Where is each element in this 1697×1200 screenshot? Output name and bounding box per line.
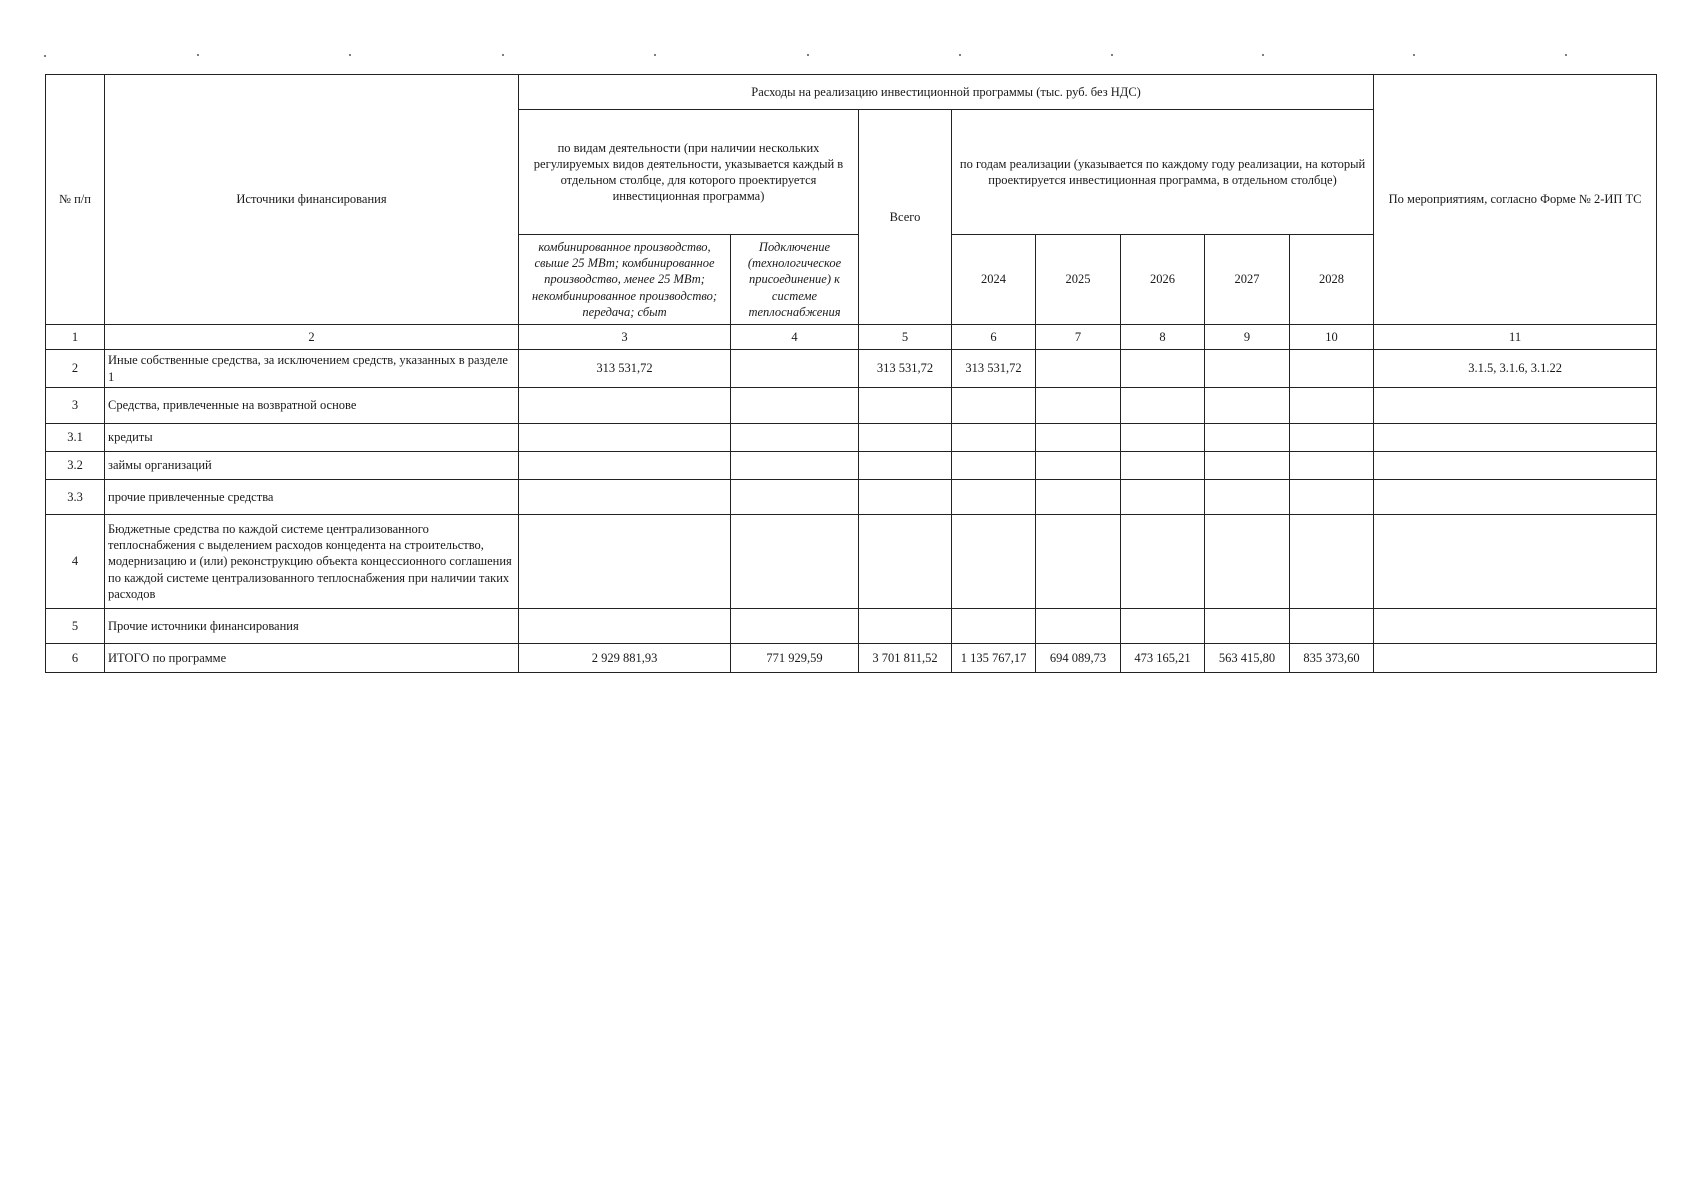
row-num: 3.2 [46, 452, 105, 480]
row-total [859, 424, 952, 452]
row-source: Бюджетные средства по каждой системе централизованного теплоснабжения с выделением расходов концедента на строительство, модернизацию и (или) реконструкцию объекта концессионного соглашения по каждой системе централизованного теплоснабжения при наличии таких расходов [105, 515, 519, 609]
row-activity-combined: 313 531,72 [519, 350, 731, 388]
row-measures [1374, 515, 1657, 609]
scan-dot [1111, 54, 1113, 56]
row-y2024 [952, 388, 1036, 424]
row-total: 3 701 811,52 [859, 644, 952, 673]
column-number: 4 [731, 325, 859, 350]
row-activity-combined [519, 424, 731, 452]
row-activity-connection [731, 424, 859, 452]
row-num: 3.1 [46, 424, 105, 452]
header-num: № п/п [46, 75, 105, 325]
column-number: 2 [105, 325, 519, 350]
scan-dot [807, 54, 809, 56]
scan-dot [959, 54, 961, 56]
row-y2028 [1290, 515, 1374, 609]
row-source: прочие привлеченные средства [105, 480, 519, 515]
column-number: 6 [952, 325, 1036, 350]
row-measures [1374, 609, 1657, 644]
header-total: Всего [859, 110, 952, 325]
header-year-2024: 2024 [952, 235, 1036, 325]
row-y2026 [1121, 452, 1205, 480]
column-number: 11 [1374, 325, 1657, 350]
row-y2027 [1205, 388, 1290, 424]
row-total: 313 531,72 [859, 350, 952, 388]
row-activity-connection [731, 515, 859, 609]
scan-dot [349, 54, 351, 56]
table-row [46, 515, 1657, 609]
column-number: 9 [1205, 325, 1290, 350]
row-y2024 [952, 424, 1036, 452]
header-activity-combined: комбинированное производство, свыше 25 МВт; комбинированное производство, менее 25 МВт; некомбинированное производство; передача; сбыт [519, 235, 731, 325]
header-by-years: по годам реализации (указывается по каждому году реализации, на который проектируется инвестиционная программа, в отдельном столбце) [952, 110, 1374, 235]
row-y2027 [1205, 609, 1290, 644]
financing-sources-table [45, 74, 1657, 673]
row-y2025 [1036, 424, 1121, 452]
header-year-2027: 2027 [1205, 235, 1290, 325]
row-y2026 [1121, 480, 1205, 515]
row-activity-connection [731, 350, 859, 388]
header-sources: Источники финансирования [105, 75, 519, 325]
column-number: 1 [46, 325, 105, 350]
row-measures [1374, 388, 1657, 424]
row-y2028 [1290, 388, 1374, 424]
header-year-2026: 2026 [1121, 235, 1205, 325]
column-numbers-row [46, 325, 1657, 350]
row-y2026: 473 165,21 [1121, 644, 1205, 673]
row-source: Средства, привлеченные на возвратной основе [105, 388, 519, 424]
header-activity-connection: Подключение (технологическое присоединение) к системе теплоснабжения [731, 235, 859, 325]
row-num: 6 [46, 644, 105, 673]
row-y2025 [1036, 609, 1121, 644]
row-source: кредиты [105, 424, 519, 452]
row-source: Прочие источники финансирования [105, 609, 519, 644]
row-y2028: 835 373,60 [1290, 644, 1374, 673]
row-activity-connection [731, 388, 859, 424]
row-y2028 [1290, 480, 1374, 515]
table-row [46, 350, 1657, 388]
row-y2028 [1290, 452, 1374, 480]
row-y2024 [952, 609, 1036, 644]
table-row [46, 388, 1657, 424]
row-activity-combined [519, 609, 731, 644]
row-y2024 [952, 515, 1036, 609]
row-activity-connection [731, 480, 859, 515]
table-row [46, 609, 1657, 644]
row-measures: 3.1.5, 3.1.6, 3.1.22 [1374, 350, 1657, 388]
scan-dot [654, 54, 656, 56]
row-y2025 [1036, 388, 1121, 424]
row-measures [1374, 644, 1657, 673]
row-activity-combined [519, 480, 731, 515]
scan-dot [197, 54, 199, 56]
row-y2027: 563 415,80 [1205, 644, 1290, 673]
row-num: 2 [46, 350, 105, 388]
row-y2028 [1290, 424, 1374, 452]
row-y2025 [1036, 452, 1121, 480]
row-y2024 [952, 480, 1036, 515]
row-activity-connection [731, 452, 859, 480]
row-y2027 [1205, 452, 1290, 480]
row-activity-connection: 771 929,59 [731, 644, 859, 673]
row-total [859, 480, 952, 515]
column-number: 8 [1121, 325, 1205, 350]
row-y2027 [1205, 480, 1290, 515]
row-y2026 [1121, 515, 1205, 609]
row-y2027 [1205, 515, 1290, 609]
row-num: 3.3 [46, 480, 105, 515]
row-source: займы организаций [105, 452, 519, 480]
row-activity-connection [731, 609, 859, 644]
row-y2028 [1290, 350, 1374, 388]
scan-dot [502, 54, 504, 56]
table-row [46, 480, 1657, 515]
row-y2025 [1036, 350, 1121, 388]
column-number: 5 [859, 325, 952, 350]
row-total [859, 452, 952, 480]
row-measures [1374, 480, 1657, 515]
table-row [46, 424, 1657, 452]
row-activity-combined [519, 452, 731, 480]
row-y2025 [1036, 480, 1121, 515]
header-by-activity: по видам деятельности (при наличии нескольких регулируемых видов деятельности, указывается каждый в отдельном столбце, для которого проектируется инвестиционная программа) [519, 110, 859, 235]
row-activity-combined [519, 515, 731, 609]
row-y2026 [1121, 424, 1205, 452]
column-number: 3 [519, 325, 731, 350]
row-source: ИТОГО по программе [105, 644, 519, 673]
header-year-2025: 2025 [1036, 235, 1121, 325]
row-activity-combined [519, 388, 731, 424]
row-y2024 [952, 452, 1036, 480]
row-y2027 [1205, 350, 1290, 388]
row-y2027 [1205, 424, 1290, 452]
row-total [859, 609, 952, 644]
header-year-2028: 2028 [1290, 235, 1374, 325]
row-measures [1374, 424, 1657, 452]
header-by-measures: По мероприятиям, согласно Форме № 2-ИП ТС [1374, 75, 1657, 325]
row-y2024: 313 531,72 [952, 350, 1036, 388]
scan-dot [1262, 54, 1264, 56]
scan-dot [1413, 54, 1415, 56]
table-row [46, 452, 1657, 480]
row-y2028 [1290, 609, 1374, 644]
column-number: 10 [1290, 325, 1374, 350]
row-total [859, 515, 952, 609]
row-num: 4 [46, 515, 105, 609]
row-num: 5 [46, 609, 105, 644]
row-y2025 [1036, 515, 1121, 609]
row-y2026 [1121, 388, 1205, 424]
header-expenses-group: Расходы на реализацию инвестиционной программы (тыс. руб. без НДС) [519, 75, 1374, 110]
scan-dot [44, 55, 46, 57]
column-number: 7 [1036, 325, 1121, 350]
row-y2025: 694 089,73 [1036, 644, 1121, 673]
row-activity-combined: 2 929 881,93 [519, 644, 731, 673]
row-y2026 [1121, 350, 1205, 388]
table-row-total [46, 644, 1657, 673]
row-source: Иные собственные средства, за исключением средств, указанных в разделе 1 [105, 350, 519, 388]
row-total [859, 388, 952, 424]
row-y2024: 1 135 767,17 [952, 644, 1036, 673]
row-measures [1374, 452, 1657, 480]
scan-dot [1565, 54, 1567, 56]
row-y2026 [1121, 609, 1205, 644]
row-num: 3 [46, 388, 105, 424]
